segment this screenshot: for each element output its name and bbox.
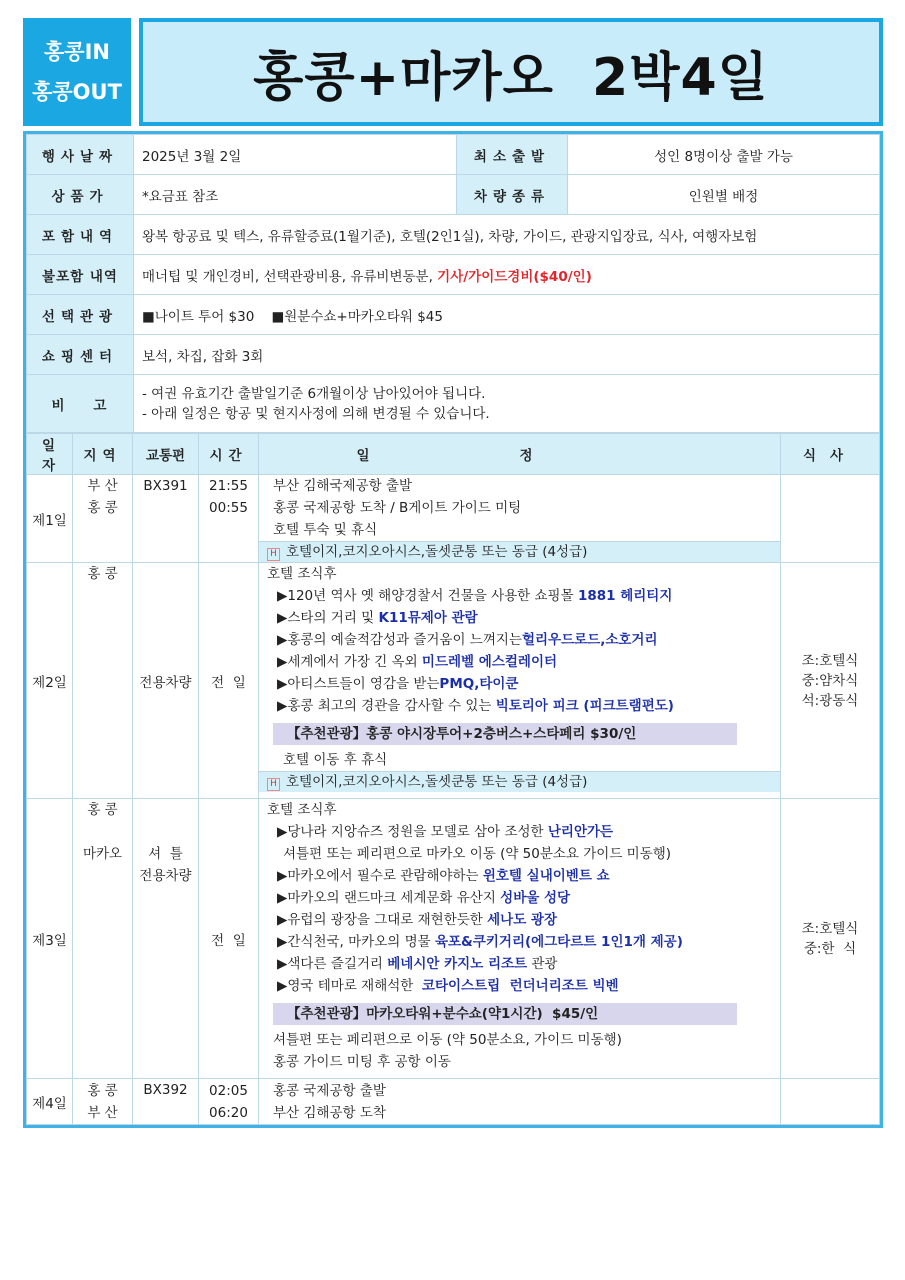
day4-time1: 02:05 xyxy=(209,1082,248,1099)
excl-label: 불포함 내역 xyxy=(27,255,134,295)
day2-meal-dinner: 석:광동식 xyxy=(801,692,859,709)
col-day: 일자 xyxy=(27,434,73,475)
shop-value: 보석, 차집, 잡화 3회 xyxy=(134,335,880,375)
day3-item4-text: ▶유럽의 광장을 그대로 재현한듯한 xyxy=(277,912,488,928)
date-label: 행사날짜 xyxy=(27,135,134,175)
day1-region1: 부 산 xyxy=(87,478,118,494)
day2-item xyxy=(267,607,772,629)
col-meals: 식사 xyxy=(781,434,880,475)
day2-item xyxy=(267,695,772,717)
day4-time2: 06:20 xyxy=(209,1104,248,1121)
itinerary-sheet xyxy=(23,131,883,1128)
info-row-option xyxy=(27,295,880,335)
day3-region-cell xyxy=(73,799,133,1079)
excl-red: 기사/가이드경비($40/인) xyxy=(437,268,592,285)
col-itinerary xyxy=(259,434,781,475)
day2-item1-highlight: 1881 헤리티지 xyxy=(577,588,673,604)
day1-flight: BX391 xyxy=(143,478,188,494)
col-itinerary-label: 일정 xyxy=(356,448,683,464)
day3-item6-text: ▶색다른 즐길거리 xyxy=(277,956,388,972)
day3-item7-highlight: 코타이스트립 런더너리조트 빅벤 xyxy=(421,978,619,994)
excl-cell xyxy=(134,255,880,295)
day2-item3-highlight: 헐리우드로드,소호거리 xyxy=(521,632,658,648)
day4-flight: BX392 xyxy=(143,1082,188,1098)
day3-transport-cell xyxy=(133,799,199,1079)
day1-flight-cell xyxy=(133,475,199,563)
day4-label: 제4일 xyxy=(27,1079,73,1125)
day3-after2: 홍콩 가이드 미팅 후 공항 이동 xyxy=(273,1054,451,1070)
day2-item xyxy=(267,673,772,695)
day2-item4-text: ▶세계에서 가장 긴 옥외 xyxy=(277,654,422,670)
day3-after1: 셔틀편 또는 페리편으로 이동 (약 50분소요, 가이드 미동행) xyxy=(273,1032,622,1048)
day2-meal-lunch: 중:얌차식 xyxy=(801,672,859,689)
info-table xyxy=(26,134,880,433)
day4-line2: 부산 김해공항 도착 xyxy=(273,1104,386,1121)
day1-line1: 부산 김해국제공항 출발 xyxy=(273,478,412,494)
day3-label: 제3일 xyxy=(27,799,73,1079)
day1-row xyxy=(27,475,880,563)
day1-hotel-text: 호텔이지,코지오아시스,돌셋쿤통 또는 동급 (4성급) xyxy=(286,544,588,560)
day2-row xyxy=(27,563,880,799)
day4-meals xyxy=(781,1079,880,1125)
vehicle-label: 차량종류 xyxy=(457,175,568,215)
note-line1: - 여권 유효기간 출발일기준 6개월이상 남아있어야 됩니다. xyxy=(142,385,486,402)
info-row-excluded xyxy=(27,255,880,295)
day2-item xyxy=(267,629,772,651)
day3-region1: 홍 콩 xyxy=(87,802,118,818)
day2-intro: 호텔 조식후 xyxy=(267,566,337,582)
day3-intro: 호텔 조식후 xyxy=(267,802,337,818)
day1-label: 제1일 xyxy=(27,475,73,563)
day3-item6-highlight: 베네시안 카지노 리조트 xyxy=(387,956,528,972)
day3-item1-highlight: 난리안가든 xyxy=(547,824,614,840)
info-row-note xyxy=(27,375,880,433)
info-row-date xyxy=(27,135,880,175)
note-label: 비 고 xyxy=(27,375,134,433)
day1-time1: 21:55 xyxy=(209,478,248,494)
day1-itinerary xyxy=(259,475,781,563)
day1-line2: 홍콩 국제공항 도착 / B게이트 가이드 미팅 xyxy=(273,500,522,516)
day2-region: 홍 콩 xyxy=(87,566,118,582)
title-box xyxy=(139,18,883,126)
day4-flight-cell xyxy=(133,1079,199,1125)
day2-meal-breakfast: 조:호텔식 xyxy=(801,652,859,669)
day3-item1-cont: 셔틀편 또는 페리편으로 마카오 이동 (약 50분소요 가이드 미동행) xyxy=(283,846,672,862)
day3-item xyxy=(267,865,772,887)
day2-item2-highlight: K11뮤제아 관람 xyxy=(378,610,478,626)
day3-item7-text: ▶영국 테마로 재해석한 xyxy=(277,978,422,994)
day4-times xyxy=(199,1079,259,1125)
day2-recommend: 【추천관광】홍콩 야시장투어+2층버스+스타페리 $30/인 xyxy=(273,723,737,745)
day3-transport2: 전용차량 xyxy=(139,868,192,884)
option-value: ■나이트 투어 $30 ■원분수쇼+마카오타워 $45 xyxy=(134,295,880,335)
day3-meal-breakfast: 조:호텔식 xyxy=(801,920,859,937)
incl-label: 포함내역 xyxy=(27,215,134,255)
day3-time: 전 일 xyxy=(199,799,259,1079)
day3-meal-lunch: 중:한 식 xyxy=(803,940,857,957)
day2-time: 전 일 xyxy=(199,563,259,799)
day2-hotel xyxy=(259,771,780,792)
day4-line1: 홍콩 국제공항 출발 xyxy=(273,1082,386,1099)
day3-item5-text: ▶간식천국, 마카오의 명물 xyxy=(277,934,435,950)
hotel-icon: H xyxy=(267,778,280,791)
info-row-shopping xyxy=(27,335,880,375)
page-title: 홍콩+마카오 2박4일 xyxy=(253,47,769,108)
day2-item xyxy=(267,585,772,607)
badge-line1: 홍콩IN xyxy=(44,40,110,64)
day2-item5-highlight: PMQ,타이쿤 xyxy=(439,676,519,692)
day2-item1-text: ▶120년 역사 옛 해양경찰서 건물을 사용한 쇼핑몰 xyxy=(277,588,578,604)
excl-value: 매너팁 및 개인경비, 선택관광비용, 유류비변동분, xyxy=(142,268,438,285)
col-region: 지역 xyxy=(73,434,133,475)
header xyxy=(23,18,883,126)
day1-region2: 홍 콩 xyxy=(87,500,118,516)
price-value: *요금표 참조 xyxy=(134,175,457,215)
day1-meals xyxy=(781,475,880,563)
day3-item xyxy=(267,887,772,909)
day2-item6-highlight: 빅토리아 피크 (피크트램편도) xyxy=(495,698,674,714)
day3-transport1: 셔 틀 xyxy=(148,846,183,862)
day1-times xyxy=(199,475,259,563)
day3-region2: 마카오 xyxy=(82,846,123,862)
day2-item xyxy=(267,651,772,673)
day1-time2: 00:55 xyxy=(209,500,248,516)
info-row-price xyxy=(27,175,880,215)
day2-label: 제2일 xyxy=(27,563,73,799)
day3-item4-highlight: 세나도 광장 xyxy=(487,912,558,928)
shop-label: 쇼핑센터 xyxy=(27,335,134,375)
day4-region2: 부 산 xyxy=(87,1104,118,1121)
day3-meals xyxy=(781,799,880,1079)
day2-transport: 전용차량 xyxy=(133,563,199,799)
day1-line3: 호텔 투숙 및 휴식 xyxy=(273,522,378,538)
day2-item6-text: ▶홍콩 최고의 경관을 감사할 수 있는 xyxy=(277,698,496,714)
day2-item2-text: ▶스타의 거리 및 xyxy=(277,610,379,626)
day3-item xyxy=(267,975,772,997)
day3-item2-text: ▶마카오에서 필수로 관람해야하는 xyxy=(277,868,483,884)
day2-meals xyxy=(781,563,880,799)
day2-item5-text: ▶아티스트들이 영감을 받는 xyxy=(277,676,440,692)
info-row-included xyxy=(27,215,880,255)
day4-region xyxy=(73,1079,133,1125)
day4-itinerary xyxy=(259,1079,781,1125)
day2-itinerary xyxy=(259,563,781,799)
min-value: 성인 8명이상 출발 가능 xyxy=(568,135,880,175)
badge-line2: 홍콩OUT xyxy=(32,80,122,104)
schedule-header xyxy=(27,434,880,475)
day2-after: 호텔 이동 후 휴식 xyxy=(283,752,388,768)
hotel-icon: H xyxy=(267,548,280,561)
day3-item3-highlight: 성바울 성당 xyxy=(500,890,571,906)
day3-item xyxy=(267,909,772,931)
day3-item xyxy=(267,953,772,975)
day1-hotel xyxy=(259,541,780,562)
day3-item xyxy=(267,821,772,843)
day3-row xyxy=(27,799,880,1079)
note-line2: - 아래 일정은 항공 및 현지사정에 의해 변경될 수 있습니다. xyxy=(142,405,490,422)
day2-item4-highlight: 미드레벨 에스컬레이터 xyxy=(421,654,558,670)
day4-row xyxy=(27,1079,880,1125)
day4-region1: 홍 콩 xyxy=(87,1082,118,1099)
day2-item3-text: ▶홍콩의 예술적감성과 즐거움이 느껴지는 xyxy=(277,632,522,648)
day3-item3-text: ▶마카오의 랜드마크 세계문화 유산지 xyxy=(277,890,501,906)
route-badge xyxy=(23,18,131,126)
day3-item5-highlight: 육포&쿠키거리(에그타르트 1인1개 제공) xyxy=(434,934,683,950)
schedule-table xyxy=(26,433,880,1125)
note-cell xyxy=(134,375,880,433)
day3-item6-post: 관광 xyxy=(527,956,558,972)
option-label: 선택관광 xyxy=(27,295,134,335)
col-time: 시간 xyxy=(199,434,259,475)
min-label: 최소출발 xyxy=(457,135,568,175)
date-value: 2025년 3월 2일 xyxy=(134,135,457,175)
day1-region xyxy=(73,475,133,563)
day2-hotel-text: 호텔이지,코지오아시스,돌셋쿤통 또는 동급 (4성급) xyxy=(286,774,588,790)
col-transport: 교통편 xyxy=(133,434,199,475)
day3-item1-text: ▶당나라 지앙슈즈 정원을 모델로 삼아 조성한 xyxy=(277,824,548,840)
incl-value: 왕복 항공료 및 텍스, 유류할증료(1월기준), 호텔(2인1실), 차량, 가이드, 관광지입장료, 식사, 여행자보험 xyxy=(134,215,880,255)
price-label: 상품가 xyxy=(27,175,134,215)
day3-itinerary xyxy=(259,799,781,1079)
day3-recommend: 【추천관광】마카오타워+분수쇼(약1시간) $45/인 xyxy=(273,1003,737,1025)
day2-region-cell xyxy=(73,563,133,799)
day3-item2-highlight: 윈호텔 실내이벤트 쇼 xyxy=(482,868,610,884)
vehicle-value: 인원별 배정 xyxy=(568,175,880,215)
day3-item xyxy=(267,931,772,953)
